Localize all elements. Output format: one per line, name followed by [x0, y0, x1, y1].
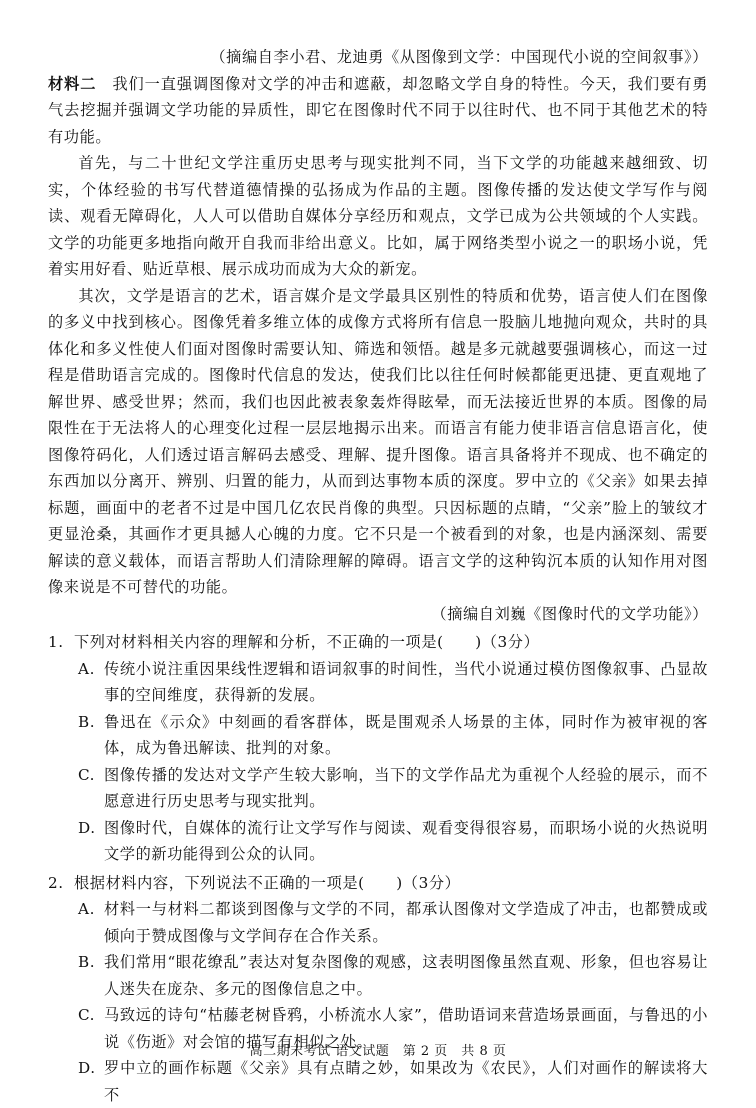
- option-letter: C.: [78, 1002, 104, 1055]
- source-citation-1: （摘编自李小君、龙迪勇《从图像到文学：中国现代小说的空间叙事》）: [48, 44, 708, 71]
- option-text: 马致远的诗句“枯藤老树昏鸦，小桥流水人家”，借助语词来营造场景画面，与鲁迅的小说《伤逝》对会馆的描写有相似之处。: [104, 1002, 708, 1055]
- option-letter: B.: [78, 709, 104, 762]
- material2-paragraph-3: 其次，文学是语言的艺术，语言媒介是文学最具区别性的特质和优势，语言使人们在图像的多义中找到核心。图像凭着多维立体的成像方式将所有信息一股脑儿地抛向观众，共时的具体化和多义性使人们面对图像时需要认知、筛选和领悟。越是多元就越要强调核心，而这一过程是借助语言完成的。图像时代信息的发达，使我们比以往任何时候都能更迅捷、更直观地了解世界、感受世界；然而，我们也因此被表象轰炸得眩晕，而无法接近世界的本质。图像的局限性在于无法将人的心理变化过程一层层地揭示出来。而语言有能力使非语言信息语言化，使图像符码化，人们透过语言解码去感受、理解、提升图像。语言具备将并不现成、也不确定的东西加以分离开、辨别、归置的能力，从而到达事物本质的深度。罗中立的《父亲》如果去掉标题，画面中的老者不过是中国几亿农民肖像的典型。只因标题的点睛，“父亲”脸上的皱纹才更显沧桑，其画作才更具撼人心魄的力度。它不只是一个被看到的对象，也是内涵深刻、需要解读的意义载体，而语言帮助人们清除理解的障碍。语言文学的这种钩沉本质的认知作用对图像来说是不可替代的功能。: [48, 283, 708, 601]
- question-stem: 根据材料内容，下列说法不正确的一项是( )（3分）: [74, 870, 460, 897]
- option-text: 罗中立的画作标题《父亲》具有点睛之妙，如果改为《农民》，人们对画作的解读将大不: [104, 1055, 708, 1108]
- option-text: 鲁迅在《示众》中刻画的看客群体，既是围观杀人场景的主体，同时作为被审视的客体，成为鲁迅解读、批判的对象。: [104, 709, 708, 762]
- question-stem: 下列对材料相关内容的理解和分析，不正确的一项是( )（3分）: [74, 629, 539, 656]
- question-number: 2.: [48, 870, 74, 897]
- option-text: 我们常用“眼花缭乱”表达对复杂图像的观感，这表明图像虽然直观、形象，但也容易让人迷失在庞杂、多元的图像信息之中。: [104, 949, 708, 1002]
- option-b: [78, 709, 708, 762]
- option-text: 传统小说注重因果线性逻辑和语词叙事的时间性，当代小说通过模仿图像叙事、凸显故事的空间维度，获得新的发展。: [104, 656, 708, 709]
- material2-paragraph-1: 我们一直强调图像对文学的冲击和遮蔽，却忽略文学自身的特性。今天，我们要有勇气去挖掘并强调文学功能的异质性，即它在图像时代不同于以往时代、也不同于其他艺术的特有功能。: [48, 75, 708, 146]
- material2-heading: 材料二: [48, 75, 96, 93]
- option-text: 图像时代，自媒体的流行让文学写作与阅读、观看变得很容易，而职场小说的火热说明文学的新功能得到公众的认同。: [104, 815, 708, 868]
- option-d: [78, 815, 708, 868]
- question-1: [48, 629, 708, 868]
- question-2: [48, 870, 708, 1108]
- page-footer: 高二期末考试 语文试题 第 2 页 共 8 页: [0, 1040, 756, 1059]
- option-text: 材料一与材料二都谈到图像与文学的不同，都承认图像对文学造成了冲击，也都赞成或倾向于赞成图像与文学间存在合作关系。: [104, 896, 708, 949]
- option-a: [78, 896, 708, 949]
- material2-paragraph-2: 首先，与二十世纪文学注重历史思考与现实批判不同，当下文学的功能越来越细致、切实，个体经验的书写代替道德情操的弘扬成为作品的主题。图像传播的发达使文学写作与阅读、观看无障碍化，人人可以借助自媒体分享经历和观点，文学已成为公共领域的个人实践。文学的功能更多地指向敞开自我而非给出意义。比如，属于网络类型小说之一的职场小说，凭着实用好看、贴近草根、展示成功而成为大众的新宠。: [48, 150, 708, 283]
- option-c: [78, 762, 708, 815]
- source-citation-2: （摘编自刘巍《图像时代的文学功能》）: [48, 601, 708, 628]
- option-letter: B.: [78, 949, 104, 1002]
- option-b: [78, 949, 708, 1002]
- option-d: [78, 1055, 708, 1108]
- material2-first-paragraph: [48, 71, 708, 151]
- exam-page: [48, 44, 708, 1108]
- question-number: 1.: [48, 629, 74, 656]
- option-text: 图像传播的发达对文学产生较大影响，当下的文学作品尤为重视个人经验的展示，而不愿意进行历史思考与现实批判。: [104, 762, 708, 815]
- option-letter: C.: [78, 762, 104, 815]
- option-a: [78, 656, 708, 709]
- option-letter: A.: [78, 896, 104, 949]
- option-letter: A.: [78, 656, 104, 709]
- option-letter: D.: [78, 815, 104, 868]
- option-letter: D.: [78, 1055, 104, 1108]
